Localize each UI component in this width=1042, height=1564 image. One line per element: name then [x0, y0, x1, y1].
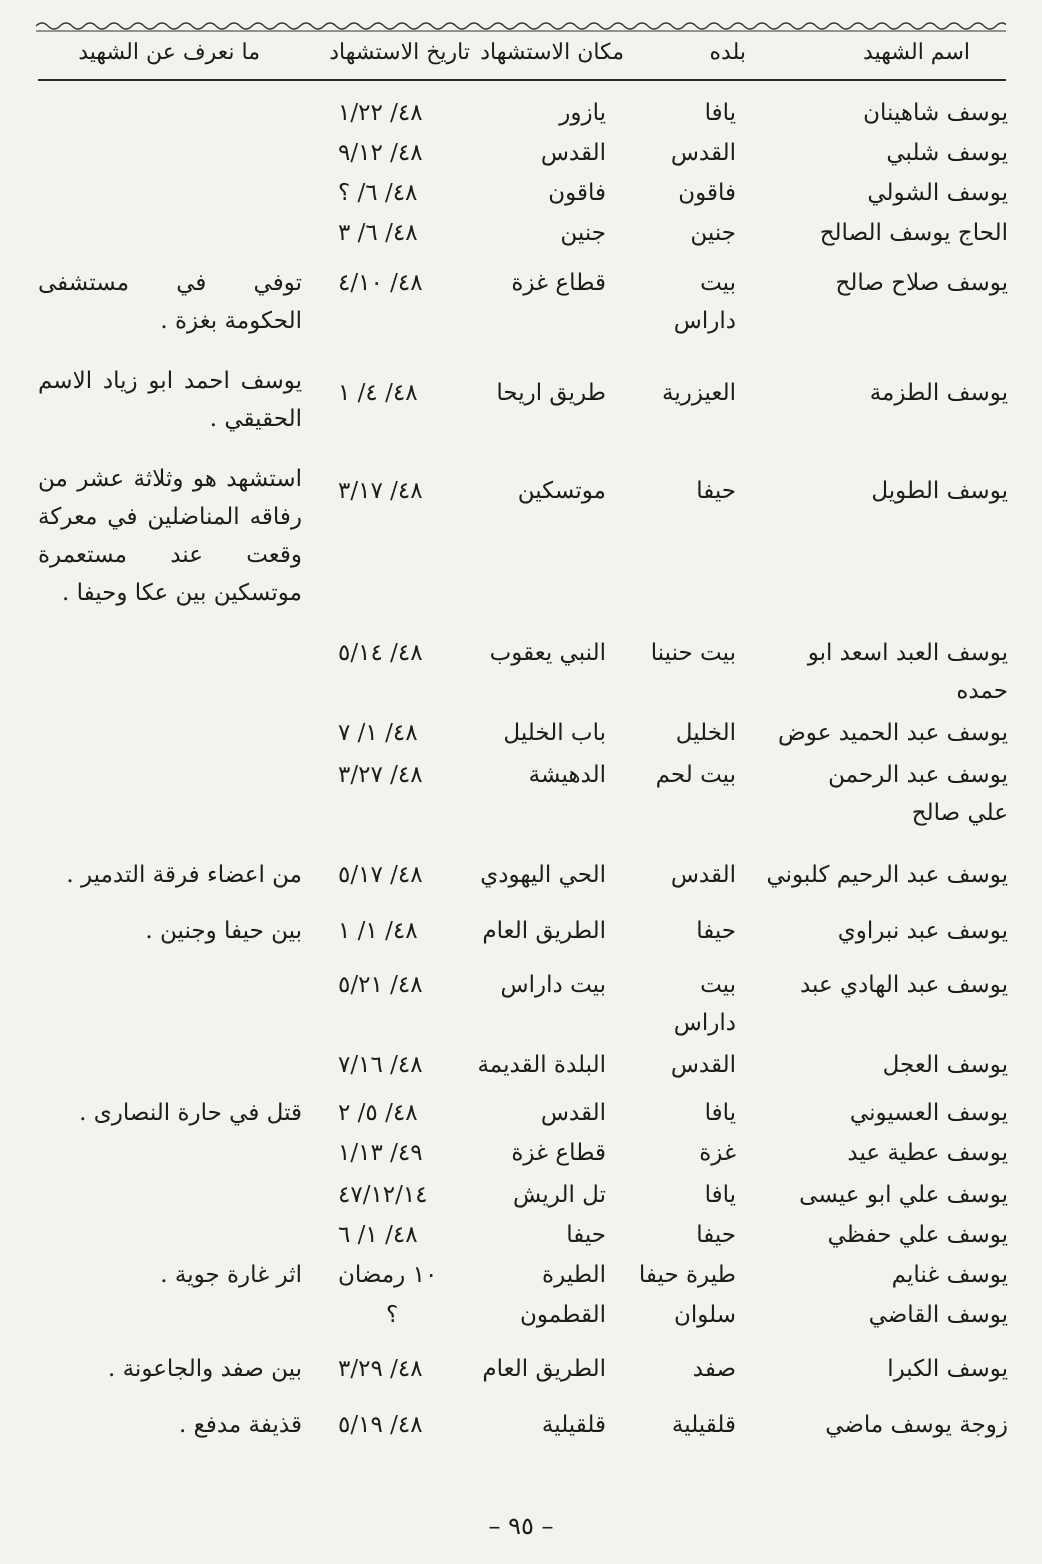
martyr-place: البلدة القديمة: [477, 1052, 606, 1078]
decorative-wavy-border: [36, 18, 1006, 34]
header-note: ما نعرف عن الشهيد: [78, 40, 260, 65]
martyr-place: الدهيشة: [528, 762, 606, 788]
martyr-town: غزة: [699, 1140, 736, 1166]
martyr-date: ٤٨/ ٦/ ؟: [338, 180, 418, 206]
martyr-place: جنين: [560, 220, 606, 246]
martyr-date: ٤٨/ ٤/ ١: [338, 380, 418, 406]
martyr-name: يوسف عبد الرحمن علي صالح: [828, 762, 1008, 826]
martyr-town: القدس: [670, 862, 736, 888]
martyr-town: حيفا: [696, 1222, 736, 1248]
martyr-note: بين حيفا وجنين .: [145, 918, 302, 944]
martyr-place: القدس: [540, 140, 606, 166]
martyr-date: ٤٨/ ١/ ٧: [338, 720, 418, 746]
martyr-name: يوسف عبد نبراوي: [837, 918, 1008, 944]
martyr-name: يوسف شلبي: [886, 140, 1008, 166]
martyr-note: توفي في مستشفى الحكومة بغزة .: [38, 270, 302, 334]
header-rule: [38, 79, 1006, 81]
martyr-place: القطمون: [520, 1302, 606, 1328]
martyr-date: ٤٨/ ٣/١٧: [338, 478, 423, 504]
martyr-date: ٤٨/ ٩/١٢: [338, 140, 423, 166]
martyr-name: يوسف الشولي: [867, 180, 1008, 206]
martyr-note: قذيفة مدفع .: [179, 1412, 302, 1438]
martyr-place: موتسكين: [517, 478, 606, 504]
martyr-note: استشهد هو وثلاثة عشر من رفاقه المناضلين في معركة وقعت عند مستعمرة موتسكين بين عكا وحيفا .: [38, 466, 302, 606]
martyr-town: القدس: [670, 1052, 736, 1078]
martyr-place: باب الخليل: [503, 720, 606, 746]
martyr-town: صفد: [692, 1356, 736, 1382]
martyr-place: القدس: [540, 1100, 606, 1126]
header-place: مكان الاستشهاد: [480, 40, 624, 65]
martyr-name: زوجة يوسف ماضي: [825, 1412, 1008, 1438]
martyr-place: فاقون: [548, 180, 606, 206]
page-number: – ٩٥ –: [488, 1512, 554, 1540]
martyr-note: قتل في حارة النصارى .: [79, 1100, 302, 1126]
martyr-date: ٤٨/ ٥/١٩: [338, 1412, 423, 1438]
header-date: تاريخ الاستشهاد: [329, 40, 470, 65]
martyr-date: ٤٨/ ٥/١٤: [338, 640, 423, 666]
martyr-town: قلقيلية: [671, 1412, 736, 1438]
martyr-name: يوسف صلاح صالح: [835, 270, 1008, 296]
martyr-town: حيفا: [696, 918, 736, 944]
martyr-town: العيزرية: [662, 380, 736, 406]
martyr-place: قلقيلية: [541, 1412, 606, 1438]
martyr-town: فاقون: [678, 180, 736, 206]
martyr-name: الحاج يوسف الصالح: [819, 220, 1008, 246]
martyr-date: ؟: [386, 1302, 399, 1328]
martyr-town: بيت لحم: [655, 762, 736, 788]
martyr-place: يازور: [559, 100, 606, 126]
martyr-date: ٤٨/ ١/ ١: [338, 918, 418, 944]
martyr-place: قطاع غزة: [511, 1140, 606, 1166]
martyr-name: يوسف الطويل: [871, 478, 1008, 504]
martyr-date: ٤٨/ ٥/١٧: [338, 862, 423, 888]
martyr-place: الطيرة: [542, 1262, 606, 1288]
martyr-place: الحي اليهودي: [480, 862, 606, 888]
martyr-town: سلوان: [673, 1302, 736, 1328]
martyr-town: بيت داراس: [673, 270, 736, 334]
martyr-place: النبي يعقوب: [489, 640, 606, 666]
martyr-name: يوسف العبد اسعد ابو حمده: [807, 640, 1008, 704]
martyr-date: ٤٨/ ٥/ ٢: [338, 1100, 418, 1126]
martyr-date: ٤٨/ ٣/٢٩: [338, 1356, 423, 1382]
martyr-town: يافا: [704, 1182, 736, 1208]
martyr-name: يوسف علي ابو عيسى: [799, 1182, 1008, 1208]
martyr-place: الطريق العام: [482, 1356, 606, 1382]
martyr-date: ٤٨/ ٧/١٦: [338, 1052, 423, 1078]
martyr-town: القدس: [670, 140, 736, 166]
martyr-date: ٤٨/ ٤/١٠: [338, 270, 423, 296]
martyr-town: يافا: [704, 100, 736, 126]
martyr-name: يوسف عبد الحميد عوض: [778, 720, 1008, 746]
martyr-name: يوسف الطزمة: [869, 380, 1008, 406]
martyr-name: يوسف العجل: [882, 1052, 1008, 1078]
header-town: بلده: [709, 40, 746, 65]
martyr-name: يوسف علي حفظي: [827, 1222, 1008, 1248]
martyr-town: حيفا: [696, 478, 736, 504]
martyr-name: يوسف عبد الرحيم كلبوني: [766, 862, 1008, 888]
martyr-note: بين صفد والجاعونة .: [107, 1356, 302, 1382]
martyr-date: ١٠ رمضان: [338, 1262, 438, 1288]
martyr-date: ٤٨/ ٥/٢١: [338, 972, 423, 998]
martyr-name: يوسف عطية عيد: [847, 1140, 1008, 1166]
martyr-name: يوسف عبد الهادي عبد: [799, 972, 1008, 998]
martyr-place: قطاع غزة: [511, 270, 606, 296]
martyr-name: يوسف القاضي: [868, 1302, 1008, 1328]
header-name: اسم الشهيد: [863, 40, 970, 65]
martyr-date: ٤٨/ ١/ ٦: [338, 1222, 418, 1248]
martyr-town: بيت داراس: [673, 972, 736, 1036]
martyr-place: حيفا: [566, 1222, 606, 1248]
martyr-place: بيت داراس: [500, 972, 606, 998]
martyr-note: يوسف احمد ابو زياد الاسم الحقيقي .: [38, 368, 302, 432]
martyr-note: من اعضاء فرقة التدمير .: [66, 862, 302, 888]
martyr-date: ٤٨/ ٣/٢٧: [338, 762, 423, 788]
martyr-date: ٤٨/ ٦/ ٣: [338, 220, 418, 246]
martyr-town: الخليل: [675, 720, 736, 746]
martyr-name: يوسف العسيوني: [849, 1100, 1008, 1126]
martyr-town: بيت حنينا: [650, 640, 736, 666]
martyr-place: تل الريش: [513, 1182, 606, 1208]
martyr-date: ٤٩/ ١/١٣: [338, 1140, 423, 1166]
martyr-town: طيرة حيفا: [638, 1262, 736, 1288]
martyr-name: يوسف غنايم: [891, 1262, 1008, 1288]
martyr-name: يوسف الكبرا: [887, 1356, 1008, 1382]
martyr-name: يوسف شاهينان: [863, 100, 1008, 126]
martyr-town: يافا: [704, 1100, 736, 1126]
martyr-date: ٤٧/١٢/١٤: [338, 1182, 428, 1208]
martyr-place: طريق اريحا: [496, 380, 606, 406]
martyr-date: ٤٨/ ١/٢٢: [338, 100, 423, 126]
martyr-town: جنين: [690, 220, 736, 246]
martyr-note: اثر غارة جوية .: [160, 1262, 302, 1288]
martyr-place: الطريق العام: [482, 918, 606, 944]
